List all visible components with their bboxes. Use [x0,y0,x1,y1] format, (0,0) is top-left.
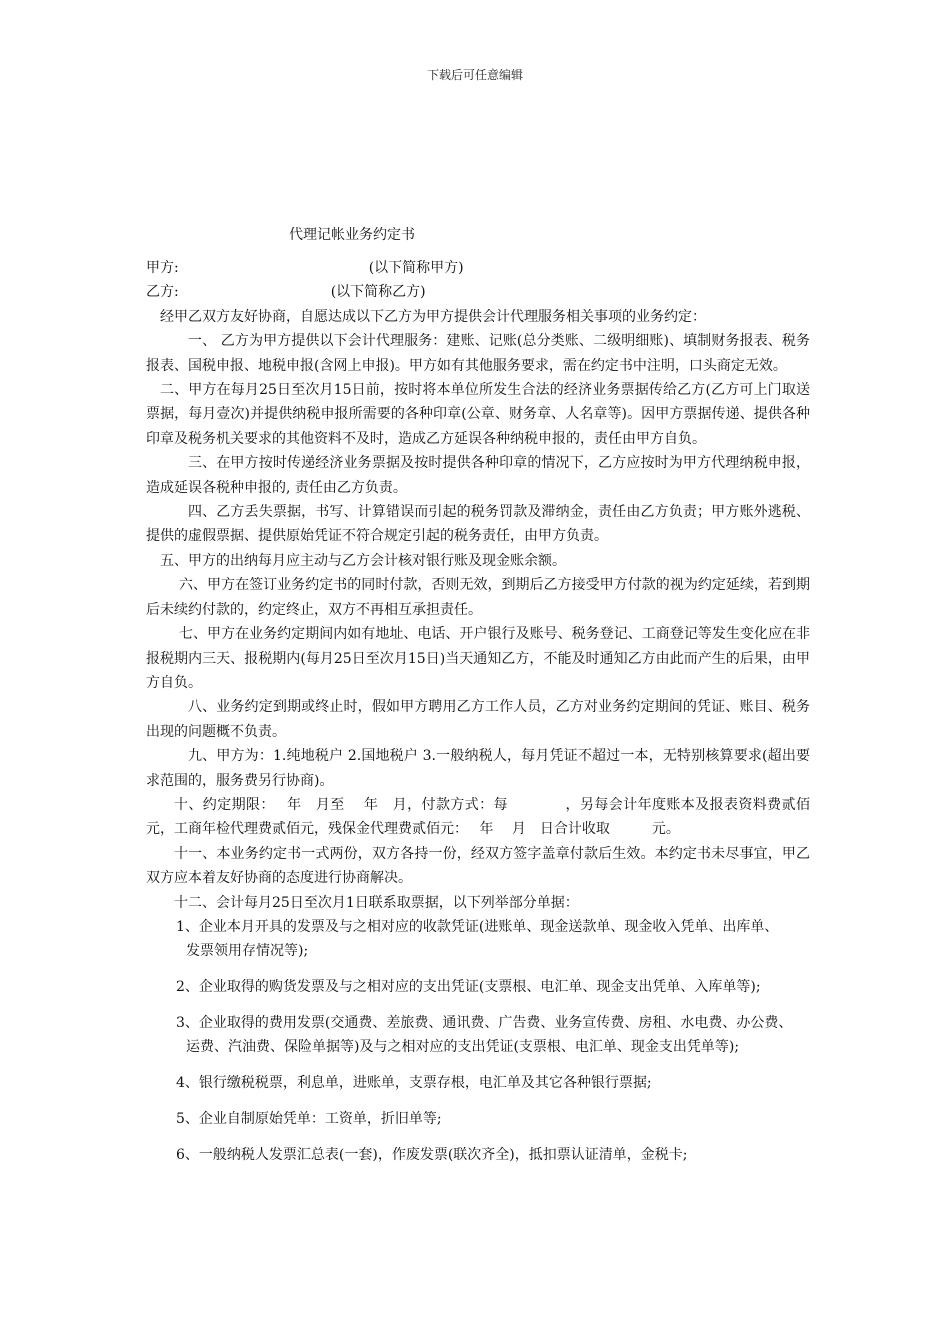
list-item: 2、企业取得的购货发票及与之相对应的支出凭证(支票根、电汇单、现金支出凭单、入库单等); [176,978,761,995]
document-title: 代理记帐业务约定书 [289,227,415,243]
clause-9: 九、甲方为：1.纯地税户 2.国地税户 3.一般纳税人，每月凭证不超过一本，无特别核算要求(超出要求范围的，服务费另行协商)。 [146,748,810,789]
clause-2: 二、甲方在每月25日至次月15日前，按时将本单位所发生合法的经济业务票据传给乙方(乙方可上门取送票据，每月壹次)并提供纳税申报所需要的各种印章(公章、财务章、人名章等)。因甲方票据传递、提供各种印章及税务机关要求的其他资料不及时，造成乙方延误各种纳税申报的，责任由甲方自负。 [146,382,810,447]
list-item: 6、一般纳税人发票汇总表(一套)，作废发票(联次齐全)，抵扣票认证清单，金税卡; [176,1146,688,1163]
list-item: 3、企业取得的费用发票(交通费、差旅费、通讯费、广告费、业务宣传费、房租、水电费、办公费、 运费、汽油费、保险单据等)及与之相对应的支出凭证(支票根、电汇单、现金支出凭单等); [176,1014,793,1055]
clause-7: 七、甲方在业务约定期间内如有地址、电话、开户银行及账号、税务登记、工商登记等发生变化应在非报税期内三天、报税期内(每月25日至次月15日)当天通知乙方，不能及时通知乙方由此而产生的后果，由甲方自负。 [146,626,810,691]
clause-11: 十一、本业务约定书一式两份，双方各持一份，经双方签字盖章付款后生效。本约定书未尽事宜，甲乙双方应本着友好协商的态度进行协商解决。 [146,845,810,887]
party-b-line [146,280,810,304]
party-a-suffix: (以下简称甲方) [368,260,464,276]
clause-6: 六、甲方在签订业务约定书的同时付款，否则无效，到期后乙方接受甲方付款的视为约定延续，若到期后未续约付款的，约定终止，双方不再相互承担责任。 [146,577,810,618]
clause-12: 十二、会计每月25日至次月1日联系取票据，以下列举部分单据： [174,894,579,911]
party-b-label: 乙方: [146,284,179,301]
clause-10: 十、约定期限： 年 月至 年 月，付款方式：每 ，另每会计年度账本及报表资料费贰佰元，工商年检代理费贰佰元，残保金代理费贰佰元： 年 月 日合计收取 元。 [146,796,810,838]
list-item: 4、银行缴税税票，利息单，进账单，支票存根，电汇单及其它各种银行票据; [176,1074,652,1091]
clause-1: 一、 乙方为甲方提供以下会计代理服务：建账、记账(总分类账、二级明细账)、填制财务报表、税务报表、国税申报、地税申报(含网上申报)。甲方如有其他服务要求，需在约定书中注明，口头商定无效。 [146,333,810,374]
document-list [146,915,810,1167]
party-a-line [146,256,810,280]
list-item: 1、企业本月开具的发票及与之相对应的收款凭证(进账单、现金送款单、现金收入凭单、出库单、 发票领用存情况等); [176,918,779,959]
party-b-suffix: (以下简称乙方) [330,284,426,301]
clause-4: 四、乙方丢失票据，书写、计算错误而引起的税务罚款及滞纳金，责任由乙方负责；甲方账外逃税、提供的虚假票据、提供原始凭证不符合规定引起的税务责任，由甲方负责。 [146,504,810,545]
list-item: 5、企业自制原始凭单：工资单，折旧单等; [176,1110,442,1127]
clause-8: 八、业务约定到期或终止时，假如甲方聘用乙方工作人员，乙方对业务约定期间的凭证、账目、税务出现的问题概不负责。 [146,699,810,740]
party-a-label: 甲方: [146,260,179,276]
clause-5: 五、甲方的出纳每月应主动与乙方会计核对银行账及现金账余额。 [160,552,566,569]
document-body [146,256,810,1179]
header-note: 下载后可任意编辑 [426,68,523,82]
intro-paragraph: 经甲乙双方友好协商，自愿达成以下乙方为甲方提供会计代理服务相关事项的业务约定： [160,308,706,325]
clause-3: 三、在甲方按时传递经济业务票据及按时提供各种印章的情况下，乙方应按时为甲方代理纳税申报，造成延误各税种申报的, 责任由乙方负责。 [146,455,810,496]
